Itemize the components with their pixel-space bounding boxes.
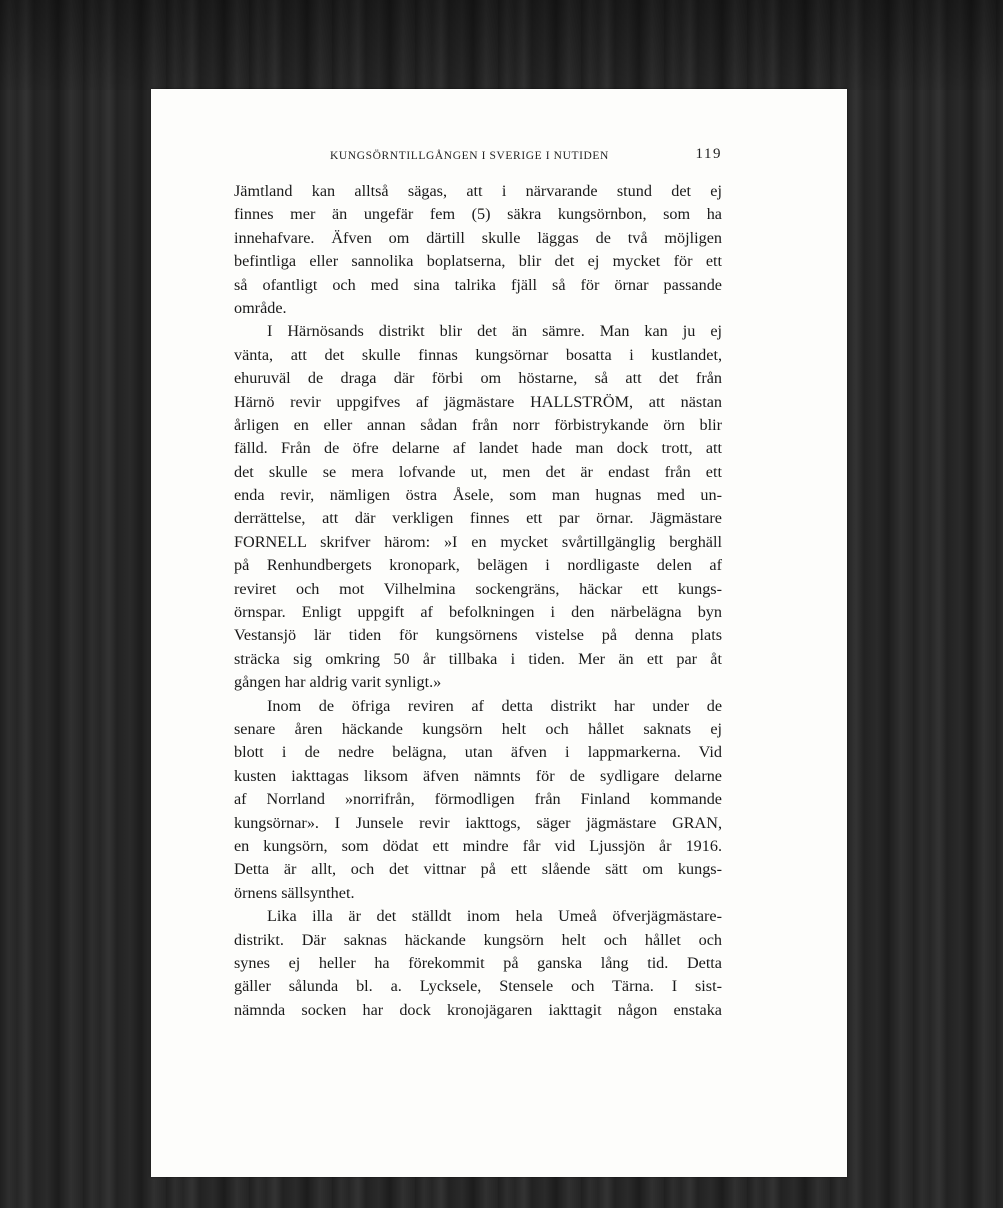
text-line: reviret och mot Vilhelmina sockengräns, häckar ett kungs- xyxy=(234,579,722,598)
text-line: en kungsörn, som dödat ett mindre får vid Ljussjön år 1916. xyxy=(234,836,722,855)
text-line: blott i de nedre belägna, utan äfven i lappmarkerna. Vid xyxy=(234,743,722,762)
text-line: Jämtland kan alltså sägas, att i närvarande stund det ej xyxy=(234,182,722,200)
text-line: fälld. Från de öfre delarne af landet hade man dock trott, att xyxy=(234,439,722,458)
text-line: sträcka sig omkring 50 år tillbaka i tiden. Mer än ett par åt xyxy=(234,649,722,668)
page-header xyxy=(330,148,722,168)
scan-background-shadow xyxy=(0,0,1003,90)
text-line: af Norrland »norrifrån, förmodligen från Finland kommande xyxy=(234,790,722,809)
running-title: KUNGSÖRNTILLGÅNGEN I SVERIGE I NUTIDEN xyxy=(330,150,609,162)
text-line: befintliga eller sannolika boplatserna, blir det ej mycket för ett xyxy=(234,252,722,271)
text-line: Lika illa är det ställdt inom hela Umeå öfverjägmästare- xyxy=(267,907,722,926)
text-line: innehafvare. Äfven om därtill skulle läggas de två möjligen xyxy=(234,228,722,247)
text-line: årligen en eller annan sådan från norr förbistrykande örn blir xyxy=(234,415,722,434)
text-line: örnspar. Enligt uppgift af befolkningen i den närbelägna byn xyxy=(234,603,722,622)
text-line: FORNELL skrifver härom: »I en mycket svårtillgänglig berghäll xyxy=(234,532,722,551)
text-line: så ofantligt och med sina talrika fjäll så för örnar passande xyxy=(234,275,722,294)
text-line: Vestansjö lär tiden för kungsörnens vistelse på denna plats xyxy=(234,626,722,645)
text-line: gången har aldrig varit synligt.» xyxy=(234,673,442,692)
text-line: kusten iakttagas liksom äfven nämnts för de sydligare delarne xyxy=(234,766,722,785)
text-line: enda revir, nämligen östra Åsele, som man hugnas med un- xyxy=(234,486,722,505)
text-line: nämnda socken har dock kronojägaren iakttagit någon enstaka xyxy=(234,1000,722,1019)
text-line: det skulle se mera lofvande ut, men det är endast från ett xyxy=(234,462,722,481)
page-number: 119 xyxy=(695,146,722,162)
text-line: synes ej heller ha förekommit på ganska lång tid. Detta xyxy=(234,953,722,972)
text-line: Detta är allt, och det vittnar på ett slående sätt om kungs- xyxy=(234,860,722,879)
text-line: distrikt. Där saknas häckande kungsörn helt och hållet och xyxy=(234,930,722,949)
text-line: derrättelse, att där verkligen finnes ett par örnar. Jägmästare xyxy=(234,509,722,528)
text-line: örnens sällsynthet. xyxy=(234,883,355,902)
text-line: I Härnösands distrikt blir det än sämre. Man kan ju ej xyxy=(267,322,722,341)
text-line: område. xyxy=(234,298,287,317)
body-text xyxy=(234,180,722,1022)
text-line: Inom de öfriga reviren af detta distrikt har under de xyxy=(267,696,722,715)
text-line: kungsörnar». I Junsele revir iakttogs, säger jägmästare GRAN, xyxy=(234,813,722,832)
text-line: finnes mer än ungefär fem (5) säkra kungsörnbon, som ha xyxy=(234,205,722,224)
text-line: senare åren häckande kungsörn helt och hållet saknats ej xyxy=(234,719,722,738)
text-line: på Renhundbergets kronopark, belägen i nordligaste delen af xyxy=(234,556,722,575)
text-line: Härnö revir uppgifves af jägmästare HALLSTRÖM, att nästan xyxy=(234,392,722,411)
text-line: vänta, att det skulle finnas kungsörnar bosatta i kustlandet, xyxy=(234,345,722,364)
text-line: ehuruväl de draga där förbi om höstarne, så att det från xyxy=(234,369,722,388)
text-line: gäller sålunda bl. a. Lycksele, Stensele och Tärna. I sist- xyxy=(234,977,722,996)
